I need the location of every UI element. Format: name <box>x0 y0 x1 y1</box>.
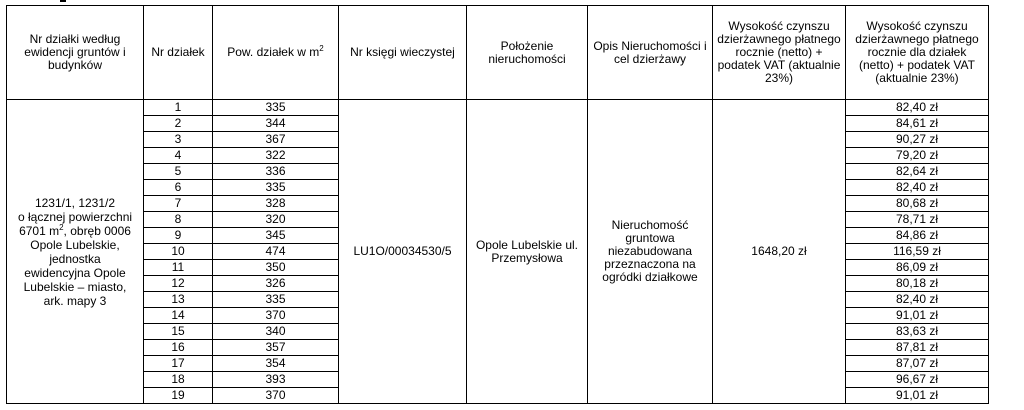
parcel-line <box>11 224 139 238</box>
parcel-number: 2 <box>144 116 213 132</box>
parcel-area: 340 <box>213 324 339 340</box>
parcel-rent: 82,40 zł <box>846 180 989 196</box>
header-parcel-numbers: Nr działek <box>144 6 213 100</box>
parcel-rent: 80,18 zł <box>846 276 989 292</box>
parcel-area-text: 6701 m <box>19 223 60 238</box>
parcel-area: 326 <box>213 276 339 292</box>
parcel-rent: 91,01 zł <box>846 308 989 324</box>
header-parcel-id: Nr działki według ewidencji gruntów i budynków <box>7 6 144 100</box>
parcel-rent: 79,20 zł <box>846 148 989 164</box>
parcel-number: 12 <box>144 276 213 292</box>
header-location: Położenie nieruchomości <box>467 6 588 100</box>
parcel-rent: 87,07 zł <box>846 356 989 372</box>
parcel-number: 15 <box>144 324 213 340</box>
parcel-number: 4 <box>144 148 213 164</box>
header-total-rent: Wysokość czynszu dzierżawnego płatnego rocznie (netto) + podatek VAT (aktualnie 23%) <box>713 6 846 100</box>
header-parcel-rent: Wysokość czynszu dzierżawnego płatnego rocznie dla działek (netto) + podatek VAT (aktualnie 23%) <box>846 6 989 100</box>
total-rent-cell: 1648,20 zł <box>713 100 846 404</box>
parcel-area: 336 <box>213 164 339 180</box>
parcel-rent: 87,81 zł <box>846 340 989 356</box>
parcel-rent: 90,27 zł <box>846 132 989 148</box>
parcel-line: jednostka <box>49 251 101 266</box>
parcel-area: 344 <box>213 116 339 132</box>
parcel-rent: 84,61 zł <box>846 116 989 132</box>
parcel-rent: 96,67 zł <box>846 372 989 388</box>
parcel-area-suffix: , obręb 0006 <box>63 223 131 238</box>
parcel-line: ewidencyjna Opole <box>24 265 126 280</box>
header-land-register: Nr księgi wieczystej <box>339 6 467 100</box>
parcel-area: 370 <box>213 308 339 324</box>
parcel-number: 8 <box>144 212 213 228</box>
parcel-area: 335 <box>213 292 339 308</box>
parcel-area: 474 <box>213 244 339 260</box>
parcel-area-sup: 2 <box>59 222 64 232</box>
parcel-rent: 86,09 zł <box>846 260 989 276</box>
parcel-area: 350 <box>213 260 339 276</box>
parcel-area: 354 <box>213 356 339 372</box>
parcel-area: 335 <box>213 180 339 196</box>
parcel-number: 19 <box>144 388 213 404</box>
parcel-line: ark. mapy 3 <box>43 293 107 308</box>
parcel-rent: 84,86 zł <box>846 228 989 244</box>
parcel-area: 328 <box>213 196 339 212</box>
parcel-line: o łącznej powierzchni <box>17 209 133 224</box>
parcel-number: 1 <box>144 100 213 116</box>
lease-table <box>6 5 989 404</box>
parcel-number: 11 <box>144 260 213 276</box>
parcel-rent: 91,01 zł <box>846 388 989 404</box>
parcel-line: 1231/1, 1231/2 <box>34 195 116 210</box>
land-register-cell: LU1O/00034530/5 <box>339 100 467 404</box>
parcel-area: 370 <box>213 388 339 404</box>
parcel-number: 18 <box>144 372 213 388</box>
parcel-rent: 78,71 zł <box>846 212 989 228</box>
header-area-sup: 2 <box>319 44 324 53</box>
parcel-number: 7 <box>144 196 213 212</box>
header-area <box>213 6 339 100</box>
parcel-line: Lubelskie – miasto, <box>23 279 127 294</box>
description-cell: Nieruchomość gruntowa niezabudowana przeznaczona na ogródki działkowe <box>588 100 713 404</box>
parcel-rent: 116,59 zł <box>846 244 989 260</box>
parcel-number: 5 <box>144 164 213 180</box>
header-area-text: Pow. działek w m <box>227 45 320 59</box>
parcel-area: 345 <box>213 228 339 244</box>
parcel-rent: 82,64 zł <box>846 164 989 180</box>
parcel-number: 14 <box>144 308 213 324</box>
parcel-line: Opole Lubelskie, <box>30 237 120 252</box>
table-row <box>7 100 989 116</box>
parcel-description-cell <box>7 100 144 404</box>
parcel-rent: 83,63 zł <box>846 324 989 340</box>
parcel-number: 10 <box>144 244 213 260</box>
header-row <box>7 6 989 100</box>
page-edge-mark <box>60 0 66 2</box>
parcel-number: 3 <box>144 132 213 148</box>
parcel-area: 357 <box>213 340 339 356</box>
parcel-number: 6 <box>144 180 213 196</box>
parcel-area: 367 <box>213 132 339 148</box>
location-cell: Opole Lubelskie ul. Przemysłowa <box>467 100 588 404</box>
parcel-rent: 80,68 zł <box>846 196 989 212</box>
parcel-rent: 82,40 zł <box>846 100 989 116</box>
parcel-area: 393 <box>213 372 339 388</box>
parcel-number: 9 <box>144 228 213 244</box>
parcel-number: 16 <box>144 340 213 356</box>
parcel-number: 13 <box>144 292 213 308</box>
parcel-area: 320 <box>213 212 339 228</box>
parcel-area: 335 <box>213 100 339 116</box>
parcel-rent: 82,40 zł <box>846 292 989 308</box>
parcel-number: 17 <box>144 356 213 372</box>
header-description: Opis Nieruchomości i cel dzierżawy <box>588 6 713 100</box>
parcel-area: 322 <box>213 148 339 164</box>
